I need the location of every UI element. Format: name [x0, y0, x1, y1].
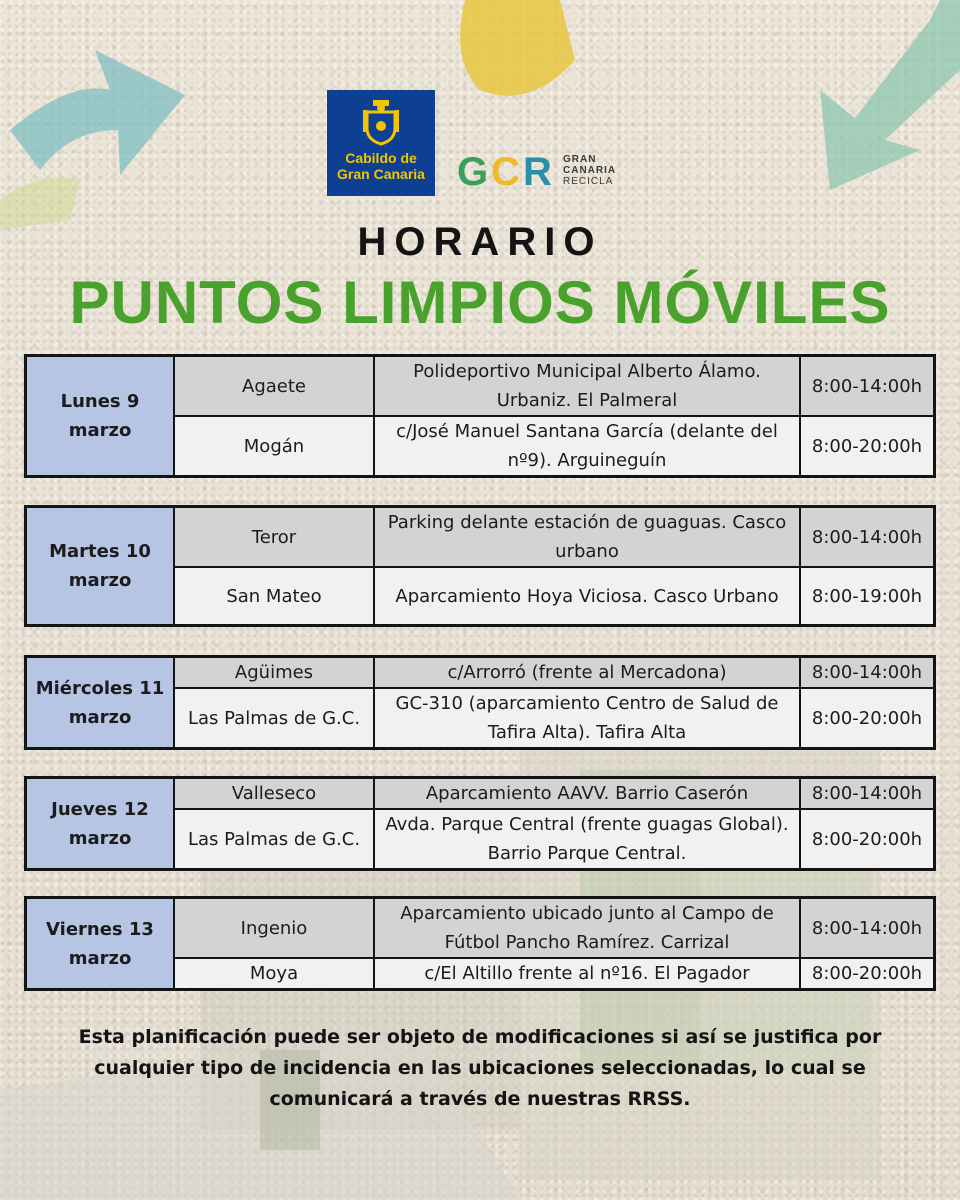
municipality-cell: Mogán	[174, 416, 374, 476]
municipality-cell: Las Palmas de G.C.	[174, 809, 374, 869]
municipality-cell: San Mateo	[174, 567, 374, 625]
day-cell: Martes 10 marzo	[26, 507, 174, 625]
hours-cell: 8:00-19:00h	[800, 567, 934, 625]
arrow-right-icon	[790, 0, 960, 200]
cabildo-logo	[327, 90, 435, 196]
day-cell: Jueves 12 marzo	[26, 778, 174, 869]
location-cell: Aparcamiento AAVV. Barrio Caserón	[374, 778, 800, 809]
municipality-cell: Teror	[174, 507, 374, 567]
municipality-cell: Agaete	[174, 356, 374, 416]
table-row	[26, 778, 934, 809]
gcr-line-1: GRAN	[563, 153, 597, 165]
footnote: Esta planificación puede ser objeto de modificaciones si así se justifica por cualquier tipo de incidencia en las ubicaciones seleccionadas, lo cual se comunicará a través de nuestras RRSS.	[78, 1026, 882, 1110]
gcr-logo	[455, 145, 616, 195]
municipality-cell: Las Palmas de G.C.	[174, 688, 374, 748]
schedule-table-monday	[25, 355, 935, 477]
day-cell: Lunes 9 marzo	[26, 356, 174, 476]
arrow-left-icon	[0, 20, 190, 230]
page-subtitle: PUNTOS LIMPIOS MÓVILES	[69, 269, 891, 336]
table-row	[26, 898, 934, 958]
cabildo-name: Cabildo de Gran Canaria	[337, 150, 425, 182]
hours-cell: 8:00-14:00h	[800, 507, 934, 567]
schedule-table-tuesday	[25, 506, 935, 626]
hours-cell: 8:00-20:00h	[800, 809, 934, 869]
svg-text:C: C	[491, 150, 520, 194]
crest-icon	[361, 98, 401, 146]
table-row	[26, 356, 934, 416]
day-cell: Miércoles 11 marzo	[26, 657, 174, 748]
schedule-table-thursday	[25, 777, 935, 870]
location-cell: Avda. Parque Central (frente guagas Global). Barrio Parque Central.	[374, 809, 800, 869]
gcr-line-3: RECICLA	[563, 175, 614, 187]
hours-cell: 8:00-20:00h	[800, 688, 934, 748]
municipality-cell: Ingenio	[174, 898, 374, 958]
location-cell: Parking delante estación de guaguas. Casco urbano	[374, 507, 800, 567]
hours-cell: 8:00-14:00h	[800, 778, 934, 809]
hours-cell: 8:00-20:00h	[800, 416, 934, 476]
schedule-table-friday	[25, 897, 935, 990]
page-title: HORARIO	[357, 220, 603, 264]
table-row	[26, 657, 934, 688]
gcr-line-2: CANARIA	[563, 164, 617, 176]
location-cell: GC-310 (aparcamiento Centro de Salud de Tafira Alta). Tafira Alta	[374, 688, 800, 748]
municipality-cell: Agüimes	[174, 657, 374, 688]
location-cell: Aparcamiento Hoya Viciosa. Casco Urbano	[374, 567, 800, 625]
svg-text:R: R	[523, 150, 552, 194]
hours-cell: 8:00-14:00h	[800, 356, 934, 416]
arrow-top-center-icon	[440, 0, 590, 110]
table-row	[26, 507, 934, 567]
hours-cell: 8:00-20:00h	[800, 958, 934, 989]
svg-text:G: G	[457, 150, 489, 194]
municipality-cell: Moya	[174, 958, 374, 989]
municipality-cell: Valleseco	[174, 778, 374, 809]
location-cell: c/Arrorró (frente al Mercadona)	[374, 657, 800, 688]
location-cell: c/El Altillo frente al nº16. El Pagador	[374, 958, 800, 989]
gcr-mark-icon	[455, 145, 559, 195]
gcr-wordmark	[563, 154, 616, 187]
location-cell: Aparcamiento ubicado junto al Campo de Fútbol Pancho Ramírez. Carrizal	[374, 898, 800, 958]
schedule-table-wednesday	[25, 656, 935, 749]
location-cell: c/José Manuel Santana García (delante del nº9). Arguineguín	[374, 416, 800, 476]
hours-cell: 8:00-14:00h	[800, 898, 934, 958]
hours-cell: 8:00-14:00h	[800, 657, 934, 688]
location-cell: Polideportivo Municipal Alberto Álamo. Urbaniz. El Palmeral	[374, 356, 800, 416]
day-cell: Viernes 13 marzo	[26, 898, 174, 989]
